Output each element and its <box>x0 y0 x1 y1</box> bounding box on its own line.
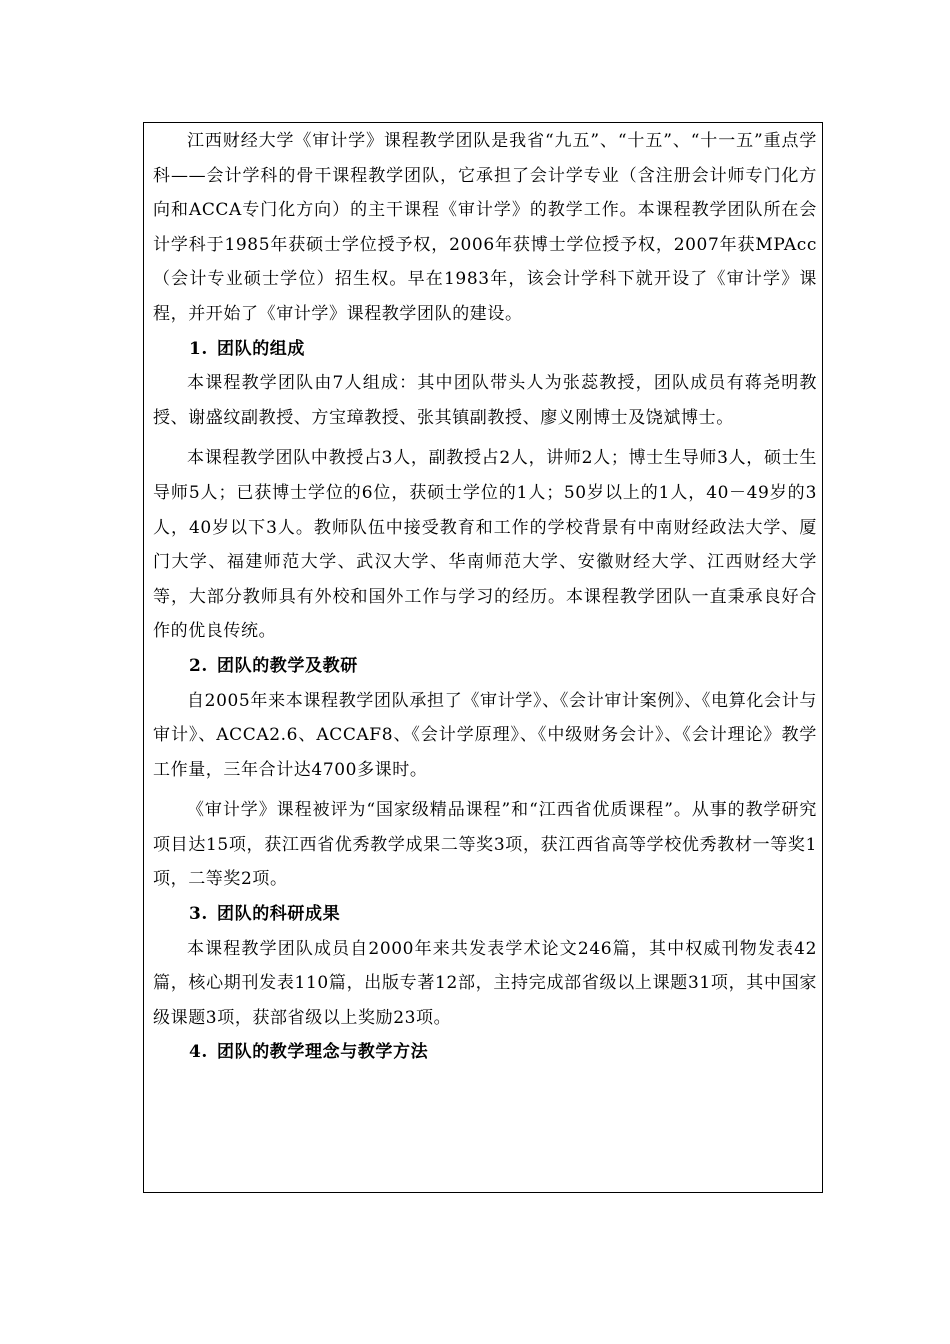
section-heading-4 <box>153 1035 817 1070</box>
section-heading-2 <box>153 649 817 684</box>
section-title: 团队的科研成果 <box>217 904 341 925</box>
paragraph: 自2005年来本课程教学团队承担了《审计学》、《会计审计案例》、《电算化会计与审计》、ACCA2.6、ACCAF8、《会计学原理》、《中级财务会计》、《会计理论》教学工作量，三年合计达4700多课时。 <box>153 690 817 780</box>
section-title: 团队的组成 <box>217 338 305 359</box>
document-body <box>153 124 817 1070</box>
section-heading-1 <box>153 332 817 367</box>
section-title: 团队的教学及教研 <box>217 655 358 676</box>
paragraph: 本课程教学团队中教授占3人，副教授占2人，讲师2人；博士生导师3人，硕士生导师5人；已获博士学位的6位，获硕士学位的1人；50岁以上的1人，40－49岁的3人，40岁以下3人。教师队伍中接受教育和工作的学校背景有中南财经政法大学、厦门大学、福建师范大学、武汉大学、华南师范大学、安徽财经大学、江西财经大学等，大部分教师具有外校和国外工作与学习的经历。本课程教学团队一直秉承良好合作的优良传统。 <box>153 448 817 642</box>
section-number: 1. <box>189 338 208 359</box>
section-number: 4. <box>189 1042 208 1063</box>
section-title: 团队的教学理念与教学方法 <box>217 1042 429 1063</box>
paragraph: 本课程教学团队由7人组成：其中团队带头人为张蕊教授，团队成员有蒋尧明教授、谢盛纹副教授、方宝璋教授、张其镇副教授、廖义刚博士及饶斌博士。 <box>153 373 817 428</box>
section-heading-3 <box>153 897 817 932</box>
intro-paragraph: 江西财经大学《审计学》课程教学团队是我省“九五”、“十五”、“十一五”重点学科——会计学科的骨干课程教学团队，它承担了会计学专业（含注册会计师专门化方向和ACCA专门化方向）的主干课程《审计学》的教学工作。本课程教学团队所在会计学科于1985年获硕士学位授予权，2006年获博士学位授予权，2007年获MPAcc（会计专业硕士学位）招生权。早在1983年，该会计学科下就开设了《审计学》课程，并开始了《审计学》课程教学团队的建设。 <box>153 131 817 324</box>
paragraph: 本课程教学团队成员自2000年来共发表学术论文246篇，其中权威刊物发表42篇，核心期刊发表110篇，出版专著12部，主持完成部省级以上课题31项，其中国家级课题3项，获部省级以上奖励23项。 <box>153 938 817 1028</box>
section-number: 2. <box>189 655 208 676</box>
paragraph: 《审计学》课程被评为“国家级精品课程”和“江西省优质课程”。从事的教学研究项目达15项，获江西省优秀教学成果二等奖3项，获江西省高等学校优秀教材一等奖1项，二等奖2项。 <box>153 800 817 890</box>
section-number: 3. <box>189 904 208 925</box>
